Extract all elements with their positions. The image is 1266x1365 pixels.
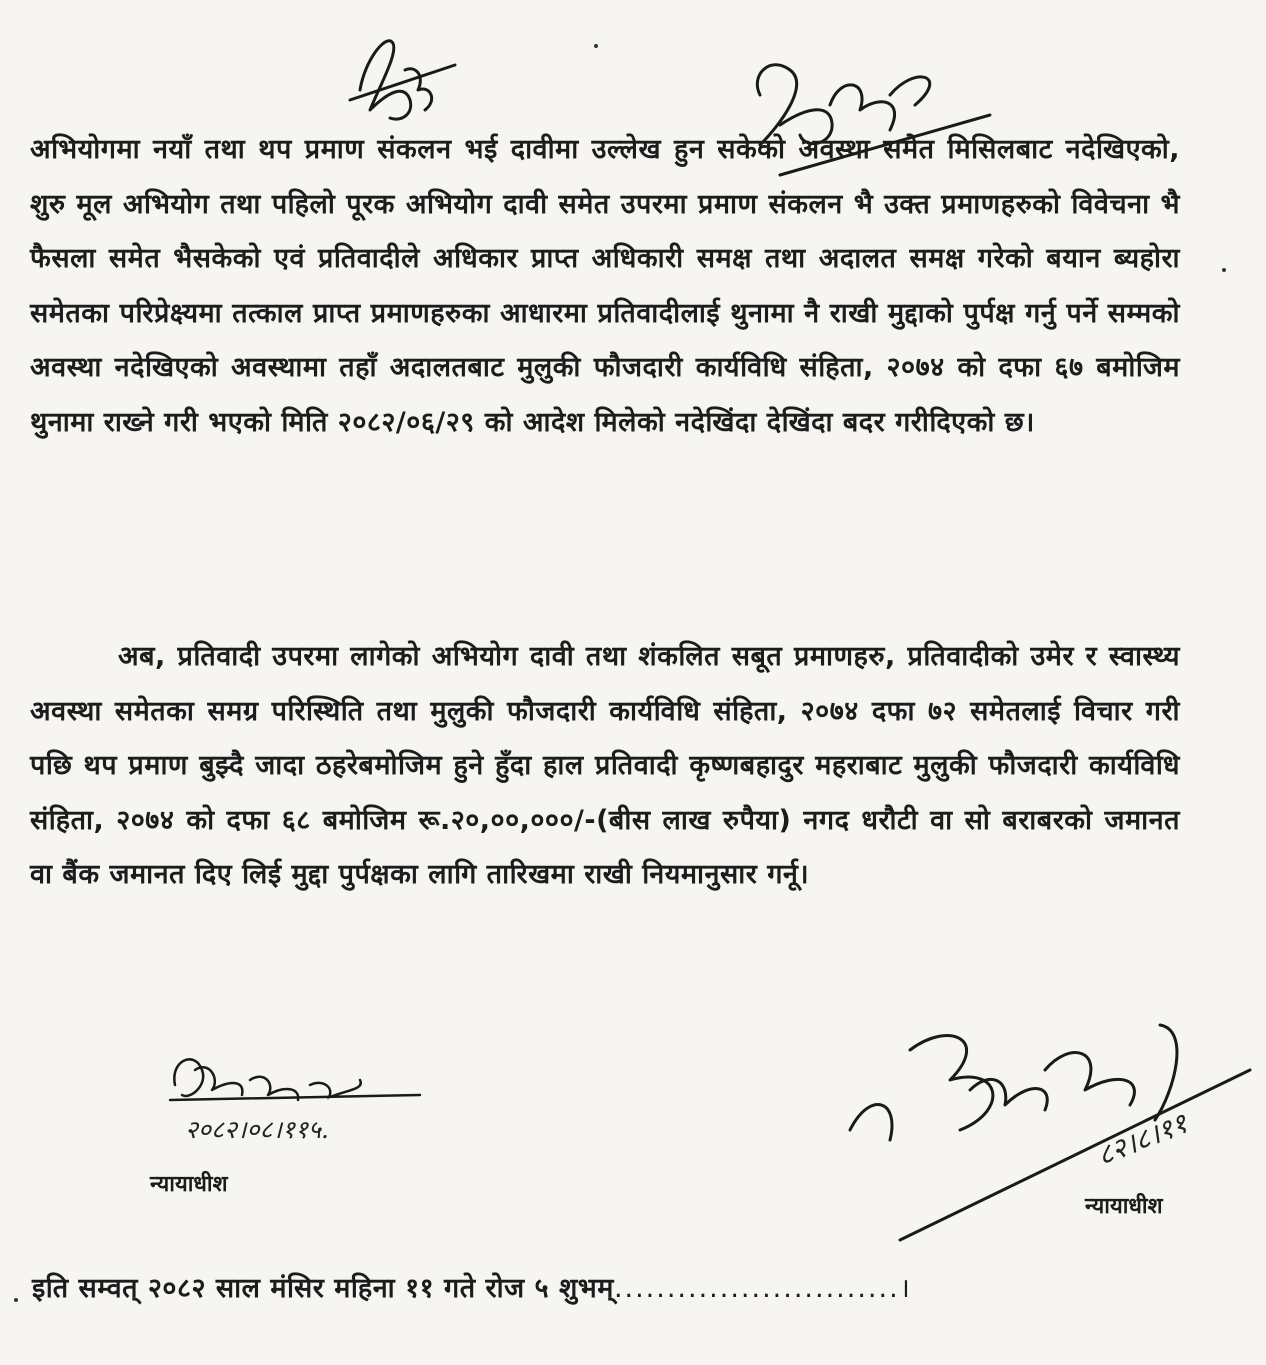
right-signature-date: ८२।८।११ [1092, 1106, 1192, 1173]
scan-speck [1222, 268, 1226, 272]
order-paragraph-2: अब, प्रतिवादी उपरमा लागेको अभियोग दावी तथा शंकलित सबूत प्रमाणहरु, प्रतिवादीको उमेर र स्वास्थ्य अवस्था समेतका समग्र परिस्थिति तथा मुलुकी फौजदारी कार्यविधि संहिता, २०७४ दफा ७२ समेतलाई विचार गरी पछि थप प्रमाण बुझ्दै जादा ठहरेबमोजिम हुने हुँदा हाल प्रतिवादी कृष्णबहादुर महराबाट मुलुकी फौजदारी कार्यविधि संहिता, २०७४ को दफा ६८ बमोजिम रू.२०,००,०००/-(बीस लाख रुपैया) नगद धरौटी वा सो बराबरको जमानत वा बैंक जमानत दिए लिई मुद्दा पुर्पक्षका लागि तारिखमा राखी नियमानुसार गर्नू। [30, 641, 1180, 890]
order-paragraph-1: अभियोगमा नयाँ तथा थप प्रमाण संकलन भई दावीमा उल्लेख हुन सकेको अवस्था समेत मिसिलबाट नदेखिएको, शुरु मूल अभियोग तथा पहिलो पूरक अभियोग दावी समेत उपरमा प्रमाण संकलन भै उक्त प्रमाणहरुको विवेचना भै फैसला समेत भैसकेको एवं प्रतिवादीले अधिकार प्राप्त अधिकारी समक्ष तथा अदालत समक्ष गरेको बयान ब्यहोरा समेतका परिप्रेक्ष्यमा तत्काल प्राप्त प्रमाणहरुका आधारमा प्रतिवादीलाई थुनामा नै राखी मुद्दाको पुर्पक्ष गर्नु पर्ने सम्मको अवस्था नदेखिएको अवस्थामा तहाँ अदालतबाट मुलुकी फौजदारी कार्यविधि संहिता, २०७४ को दफा ६७ बमोजिम थुनामा राख्ने गरी भएको मिति २०८२/०६/२९ को आदेश मिलेको नदेखिंदा देखिंदा बदर गरीदिएको छ। [30, 134, 1180, 438]
left-judge-signature [150, 1040, 450, 1110]
right-judge-signature-block [830, 1010, 1250, 1260]
left-judge-signature-block [150, 1040, 470, 1200]
closing-line [32, 1268, 1212, 1305]
left-signature-date: २०८२।०८।११५. [185, 1115, 329, 1144]
closing-dots: ...........................। [613, 1273, 912, 1304]
initials-signature-top-left [330, 30, 470, 125]
closing-text: इति सम्वत् २०८२ साल मंसिर महिना ११ गते रोज ५ शुभम् [32, 1273, 614, 1304]
left-role-label: न्यायाधीश [150, 1172, 228, 1197]
scan-speck [14, 1298, 18, 1302]
scan-speck [594, 44, 598, 48]
right-role-label: न्यायाधीश [1085, 1194, 1163, 1219]
